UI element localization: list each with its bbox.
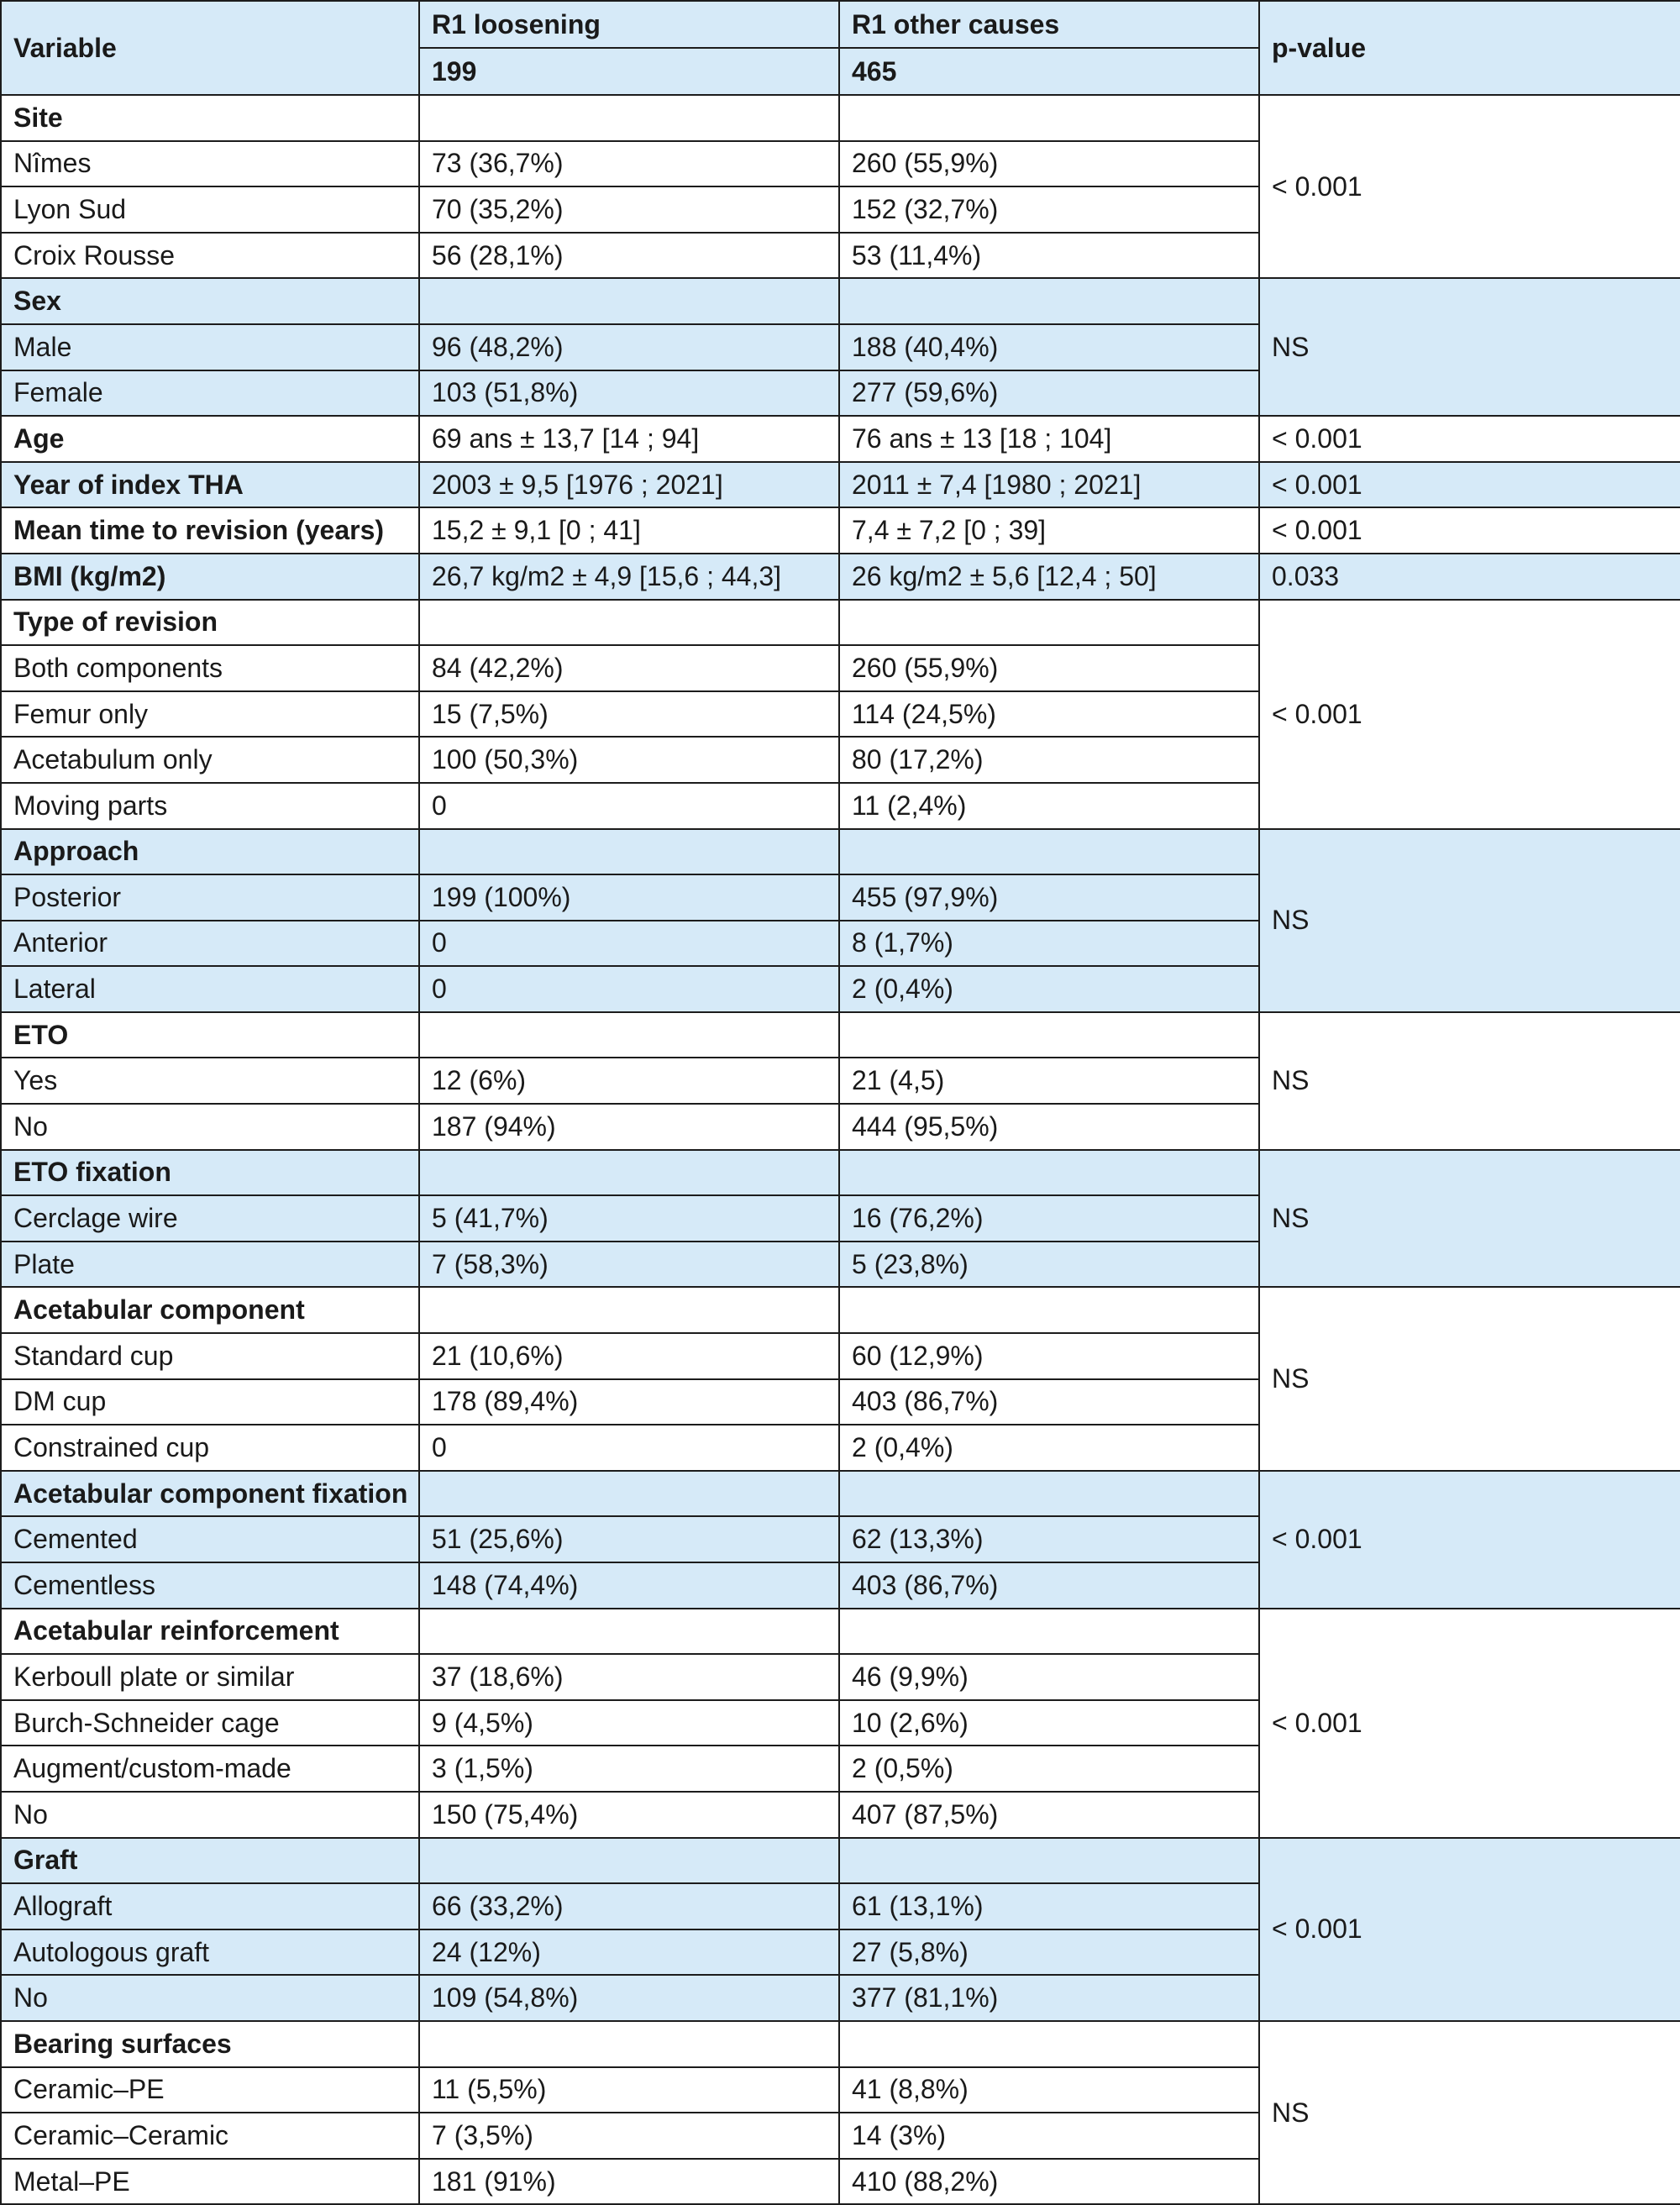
pvalue-cell: < 0.001 [1259,95,1680,278]
pvalue-cell: < 0.001 [1259,1471,1680,1609]
group2-cell [839,1838,1259,1884]
group2-cell: 8 (1,7%) [839,921,1259,967]
group1-cell: 9 (4,5%) [419,1700,839,1746]
group2-cell: 2011 ± 7,4 [1980 ; 2021] [839,462,1259,508]
group2-cell: 407 (87,5%) [839,1792,1259,1838]
variable-cell: Year of index THA [1,462,419,508]
header-group1: R1 loosening [419,1,839,48]
variable-cell: Bearing surfaces [1,2021,419,2067]
variable-cell: Standard cup [1,1333,419,1379]
group2-cell: 444 (95,5%) [839,1104,1259,1150]
group1-cell: 0 [419,966,839,1012]
group2-cell: 60 (12,9%) [839,1333,1259,1379]
group1-cell: 7 (58,3%) [419,1242,839,1288]
table-row [1,416,1680,462]
group2-cell: 7,4 ± 7,2 [0 ; 39] [839,507,1259,554]
table-row [1,1609,1680,1655]
table-body [1,95,1680,2204]
header-group2: R1 other causes [839,1,1259,48]
variable-cell: Site [1,95,419,141]
variable-cell: ETO fixation [1,1150,419,1196]
group2-cell: 53 (11,4%) [839,233,1259,279]
variable-cell: Acetabular component [1,1287,419,1333]
group1-cell: 15,2 ± 9,1 [0 ; 41] [419,507,839,554]
group2-cell [839,278,1259,324]
group1-cell: 109 (54,8%) [419,1975,839,2021]
table-row [1,1471,1680,1517]
variable-cell: Femur only [1,691,419,738]
group2-cell: 403 (86,7%) [839,1562,1259,1609]
group1-cell: 15 (7,5%) [419,691,839,738]
group2-cell: 277 (59,6%) [839,370,1259,417]
variable-cell: Sex [1,278,419,324]
group2-cell: 16 (76,2%) [839,1195,1259,1242]
group1-cell: 66 (33,2%) [419,1883,839,1929]
group2-cell: 2 (0,4%) [839,966,1259,1012]
group1-cell: 69 ans ± 13,7 [14 ; 94] [419,416,839,462]
group2-cell: 76 ans ± 13 [18 ; 104] [839,416,1259,462]
pvalue-cell: 0.033 [1259,554,1680,600]
variable-cell: Croix Rousse [1,233,419,279]
variable-cell: Approach [1,829,419,875]
variable-cell: BMI (kg/m2) [1,554,419,600]
group2-cell [839,600,1259,646]
group1-cell: 3 (1,5%) [419,1746,839,1792]
group1-cell: 181 (91%) [419,2159,839,2205]
group2-cell: 2 (0,5%) [839,1746,1259,1792]
group1-cell: 0 [419,783,839,829]
group1-cell [419,1012,839,1058]
variable-cell: Cementless [1,1562,419,1609]
variable-cell: Acetabular reinforcement [1,1609,419,1655]
group1-cell: 150 (75,4%) [419,1792,839,1838]
group1-cell: 73 (36,7%) [419,141,839,187]
group2-cell: 260 (55,9%) [839,645,1259,691]
table-row [1,462,1680,508]
group1-cell: 100 (50,3%) [419,737,839,783]
group1-cell [419,1838,839,1884]
group1-cell [419,829,839,875]
variable-cell: Metal–PE [1,2159,419,2205]
table-row [1,278,1680,324]
group2-cell: 188 (40,4%) [839,324,1259,370]
table-row [1,2021,1680,2067]
group2-cell: 80 (17,2%) [839,737,1259,783]
group1-cell [419,600,839,646]
group2-cell: 61 (13,1%) [839,1883,1259,1929]
variable-cell: Augment/custom-made [1,1746,419,1792]
group2-cell: 455 (97,9%) [839,874,1259,921]
group1-cell: 187 (94%) [419,1104,839,1150]
variable-cell: DM cup [1,1379,419,1425]
header-group2-n: 465 [839,48,1259,95]
variable-cell: Lateral [1,966,419,1012]
variable-cell: Ceramic–Ceramic [1,2113,419,2159]
group2-cell: 21 (4,5) [839,1058,1259,1104]
variable-cell: No [1,1975,419,2021]
group2-cell [839,1150,1259,1196]
variable-cell: Graft [1,1838,419,1884]
pvalue-cell: < 0.001 [1259,416,1680,462]
group1-cell: 12 (6%) [419,1058,839,1104]
group2-cell: 11 (2,4%) [839,783,1259,829]
header-variable: Variable [1,1,419,95]
variable-cell: Posterior [1,874,419,921]
group2-cell [839,95,1259,141]
group1-cell [419,1609,839,1655]
group2-cell: 2 (0,4%) [839,1425,1259,1471]
group2-cell: 377 (81,1%) [839,1975,1259,2021]
group2-cell: 41 (8,8%) [839,2067,1259,2113]
table-header [1,1,1680,95]
group2-cell: 410 (88,2%) [839,2159,1259,2205]
variable-cell: Both components [1,645,419,691]
table-row [1,600,1680,646]
pvalue-cell: < 0.001 [1259,1838,1680,2021]
variable-cell: No [1,1792,419,1838]
variable-cell: Acetabular component fixation [1,1471,419,1517]
pvalue-cell: < 0.001 [1259,600,1680,829]
group2-cell: 5 (23,8%) [839,1242,1259,1288]
pvalue-cell: NS [1259,1287,1680,1470]
variable-cell: Allograft [1,1883,419,1929]
group1-cell [419,278,839,324]
group1-cell [419,2021,839,2067]
group2-cell [839,1609,1259,1655]
group2-cell: 114 (24,5%) [839,691,1259,738]
variable-cell: Lyon Sud [1,186,419,233]
variable-cell: Type of revision [1,600,419,646]
variable-cell: Yes [1,1058,419,1104]
group1-cell: 11 (5,5%) [419,2067,839,2113]
pvalue-cell: < 0.001 [1259,507,1680,554]
variable-cell: Age [1,416,419,462]
group1-cell: 21 (10,6%) [419,1333,839,1379]
variable-cell: Ceramic–PE [1,2067,419,2113]
group1-cell: 5 (41,7%) [419,1195,839,1242]
group1-cell: 84 (42,2%) [419,645,839,691]
group1-cell [419,1471,839,1517]
group1-cell: 0 [419,1425,839,1471]
variable-cell: Nîmes [1,141,419,187]
variable-cell: ETO [1,1012,419,1058]
pvalue-cell: NS [1259,829,1680,1012]
group1-cell: 148 (74,4%) [419,1562,839,1609]
variable-cell: Cemented [1,1516,419,1562]
group2-cell [839,2021,1259,2067]
table-row [1,554,1680,600]
group1-cell: 37 (18,6%) [419,1654,839,1700]
variable-cell: No [1,1104,419,1150]
group2-cell: 26 kg/m2 ± 5,6 [12,4 ; 50] [839,554,1259,600]
group2-cell: 14 (3%) [839,2113,1259,2159]
group1-cell: 0 [419,921,839,967]
table-row [1,1287,1680,1333]
variable-cell: Autologous graft [1,1929,419,1976]
table-row [1,1012,1680,1058]
group1-cell: 70 (35,2%) [419,186,839,233]
group2-cell [839,1287,1259,1333]
table-row [1,1838,1680,1884]
group1-cell: 56 (28,1%) [419,233,839,279]
variable-cell: Cerclage wire [1,1195,419,1242]
pvalue-cell: NS [1259,2021,1680,2204]
header-group1-n: 199 [419,48,839,95]
group1-cell [419,1150,839,1196]
pvalue-cell: < 0.001 [1259,1609,1680,1838]
group1-cell: 178 (89,4%) [419,1379,839,1425]
group2-cell [839,1012,1259,1058]
table-row [1,95,1680,141]
group1-cell: 24 (12%) [419,1929,839,1976]
variable-cell: Moving parts [1,783,419,829]
group2-cell: 403 (86,7%) [839,1379,1259,1425]
variable-cell: Burch-Schneider cage [1,1700,419,1746]
pvalue-cell: NS [1259,278,1680,416]
variable-cell: Acetabulum only [1,737,419,783]
table-row [1,507,1680,554]
group1-cell: 7 (3,5%) [419,2113,839,2159]
group2-cell [839,829,1259,875]
group2-cell: 62 (13,3%) [839,1516,1259,1562]
group2-cell: 27 (5,8%) [839,1929,1259,1976]
pvalue-cell: < 0.001 [1259,462,1680,508]
header-pvalue: p-value [1259,1,1680,95]
group2-cell: 10 (2,6%) [839,1700,1259,1746]
group2-cell [839,1471,1259,1517]
variable-cell: Anterior [1,921,419,967]
variable-cell: Mean time to revision (years) [1,507,419,554]
variable-cell: Constrained cup [1,1425,419,1471]
variable-cell: Female [1,370,419,417]
group1-cell: 26,7 kg/m2 ± 4,9 [15,6 ; 44,3] [419,554,839,600]
group1-cell: 103 (51,8%) [419,370,839,417]
variable-cell: Plate [1,1242,419,1288]
table-row [1,829,1680,875]
pvalue-cell: NS [1259,1012,1680,1150]
pvalue-cell: NS [1259,1150,1680,1288]
group1-cell [419,1287,839,1333]
group1-cell: 2003 ± 9,5 [1976 ; 2021] [419,462,839,508]
group1-cell: 51 (25,6%) [419,1516,839,1562]
group2-cell: 152 (32,7%) [839,186,1259,233]
table-row [1,1150,1680,1196]
group2-cell: 260 (55,9%) [839,141,1259,187]
variable-cell: Male [1,324,419,370]
group2-cell: 46 (9,9%) [839,1654,1259,1700]
group1-cell: 96 (48,2%) [419,324,839,370]
group1-cell [419,95,839,141]
group1-cell: 199 (100%) [419,874,839,921]
variable-cell: Kerboull plate or similar [1,1654,419,1700]
